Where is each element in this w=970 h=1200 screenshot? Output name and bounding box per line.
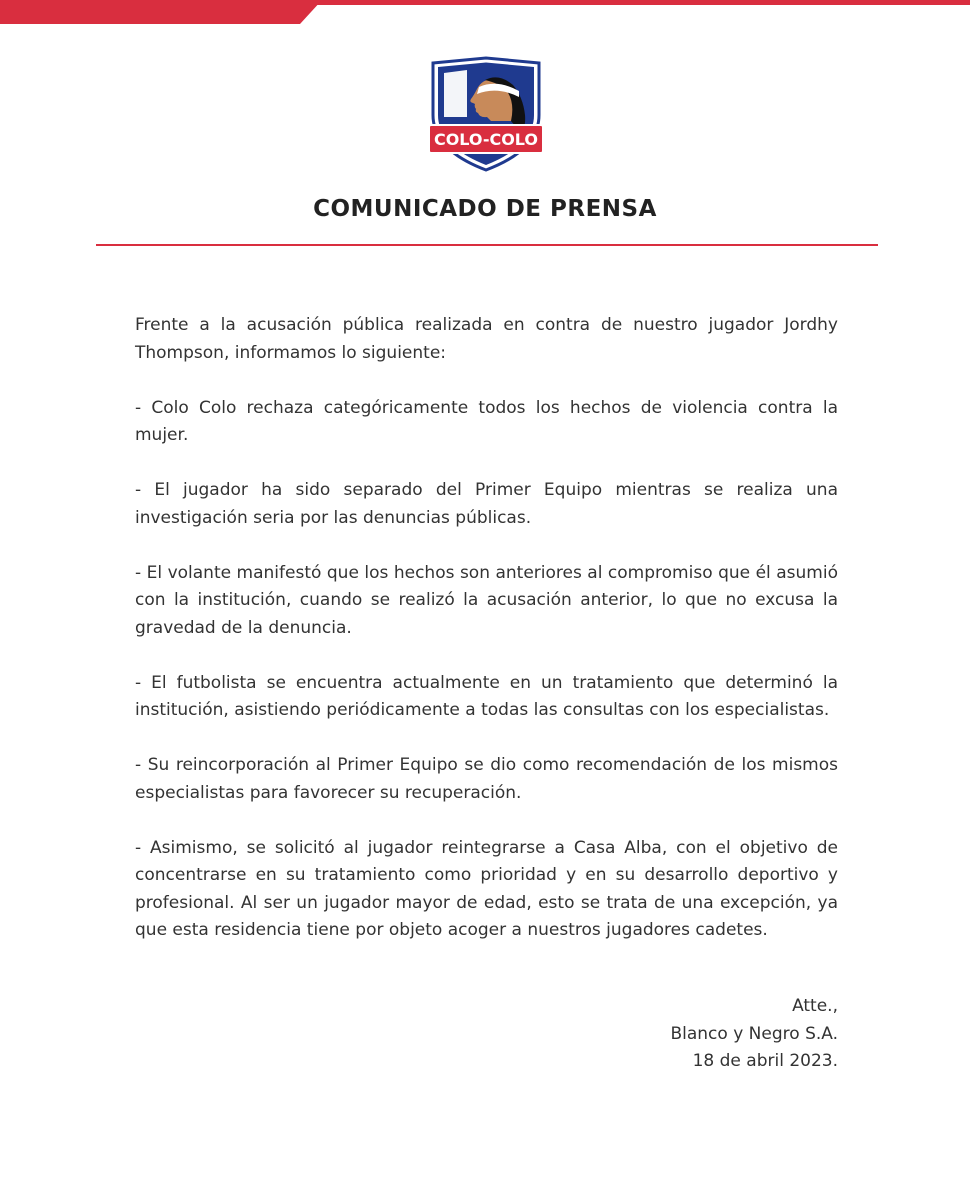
- paragraph-intro: Frente a la acusación pública realizada en contra de nuestro jugador Jordhy Thompson, informamos lo siguiente:: [135, 315, 838, 363]
- logo-wordmark: COLO-COLO: [433, 130, 539, 149]
- top-accent-band: [0, 0, 970, 24]
- paragraph-point: - El jugador ha sido separado del Primer Equipo mientras se realiza una investigación seria por las denuncias públicas.: [135, 480, 838, 528]
- title-divider: [96, 244, 878, 246]
- paragraph-point: - Colo Colo rechaza categóricamente todos los hechos de violencia contra la mujer.: [135, 397, 838, 445]
- press-release-body: [135, 312, 838, 972]
- paragraph-point: - Su reincorporación al Primer Equipo se dio como recomendación de los mismos especialistas para favorecer su recuperación.: [135, 755, 838, 803]
- signature-date: 18 de abril 2023.: [692, 1051, 838, 1071]
- signature-organization: Blanco y Negro S.A.: [670, 1023, 838, 1044]
- paragraph-point: - Asimismo, se solicitó al jugador reintegrarse a Casa Alba, con el objetivo de concentrarse en su tratamiento como prioridad y en su desarrollo deportivo y profesional. Al ser un jugador mayor de edad, esto se trata de una excepción, ya que esta residencia tiene por objeto acoger a nuestros jugadores cadetes.: [135, 837, 838, 940]
- signature-block: [670, 993, 838, 1076]
- paragraph-point: - El futbolista se encuentra actualmente en un tratamiento que determinó la institución, asistiendo periódicamente a todas las consultas con los especialistas.: [135, 672, 838, 720]
- signature-closing: Atte.,: [792, 996, 838, 1016]
- page-title: COMUNICADO DE PRENSA: [313, 196, 657, 222]
- paragraph-point: - El volante manifestó que los hechos son anteriores al compromiso que él asumió con la institución, cuando se realizó la acusación anterior, lo que no excusa la gravedad de la denuncia.: [135, 562, 838, 638]
- colo-colo-crest-logo: [427, 55, 545, 173]
